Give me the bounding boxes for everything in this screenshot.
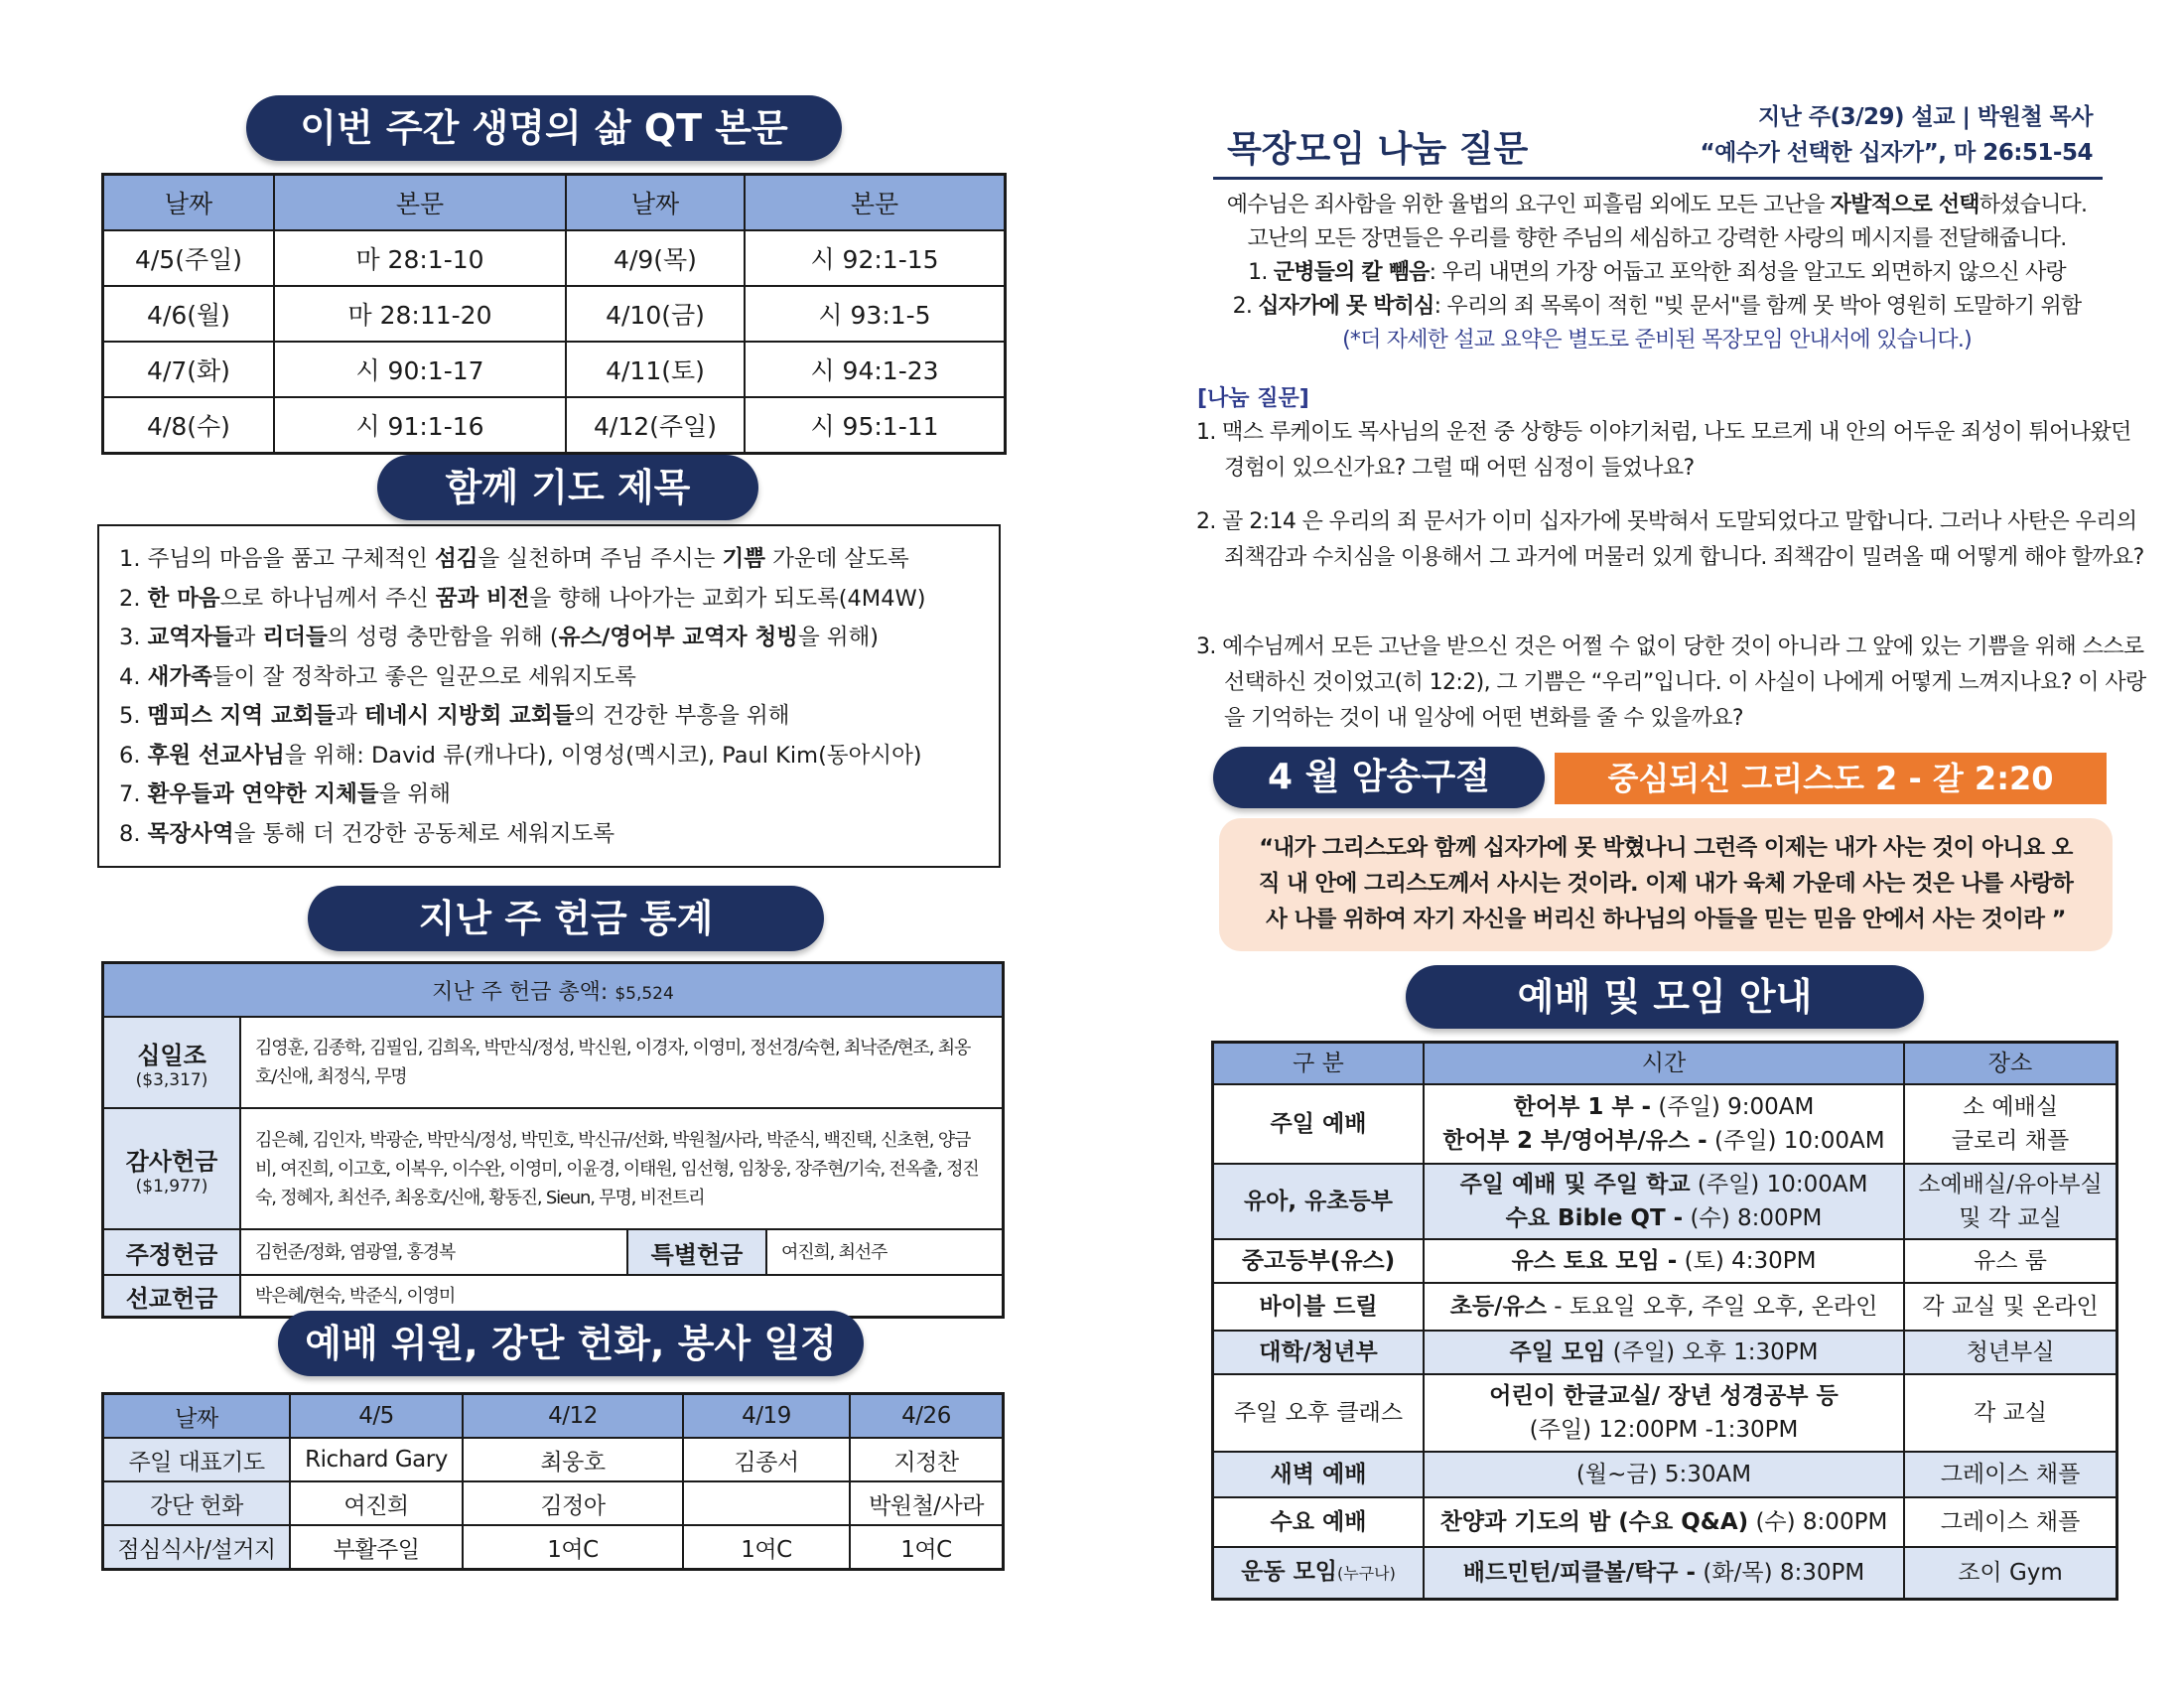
service-time: (월~금) 5:30AM bbox=[1424, 1452, 1904, 1497]
table-row bbox=[1213, 1497, 2117, 1547]
sermon-info: 지난 주(3/29) 설교 | 박원철 목사 “예수가 선택한 십자가”, 마 26:51-54 bbox=[1700, 104, 2093, 166]
qt-cell: 시 93:1-5 bbox=[745, 286, 1006, 342]
table-row bbox=[103, 1481, 1004, 1525]
mission-label: 선교헌금 bbox=[103, 1275, 241, 1318]
qt-cell: 시 90:1-17 bbox=[274, 342, 566, 397]
qt-cell: 마 28:1-10 bbox=[274, 230, 566, 286]
qt-cell: 4/10(금) bbox=[566, 286, 745, 342]
service-category: 주일 오후 클래스 bbox=[1213, 1374, 1425, 1452]
offering-table bbox=[101, 961, 1005, 1319]
qt-cell: 시 94:1-23 bbox=[745, 342, 1006, 397]
schedule-cell: 부활주일 bbox=[290, 1525, 463, 1570]
offering-title: 지난 주 헌금 통계 bbox=[308, 886, 824, 951]
service-place: 각 교실 및 온라인 bbox=[1904, 1283, 2117, 1331]
table-row bbox=[1213, 1164, 2117, 1239]
table-row bbox=[1213, 1239, 2117, 1283]
thanks-names: 김은혜, 김인자, 박광순, 박만식/정성, 박민호, 박신규/선화, 박원철/사라, 박준식, 백진택, 신초현, 양금비, 여진희, 이고호, 이복우, 이수완, 이영미, 이윤경, 이태원, 임선형, 임창웅, 장주현/기숙, 전옥출, 정진숙, 정혜자, 최선주, 최옹호/신애, 황동진, Sieun, 무명, 비전트리 bbox=[240, 1108, 1004, 1229]
qt-cell: 4/12(주일) bbox=[566, 397, 745, 454]
qt-header-date: 날짜 bbox=[103, 175, 275, 231]
service-category: 새벽 예배 bbox=[1213, 1452, 1425, 1497]
schedule-cell: 1여C bbox=[850, 1525, 1004, 1570]
question-1: 1. 맥스 루케이도 목사님의 운전 중 상향등 이야기처럼, 나도 모르게 내 안의 어두운 죄성이 튀어나왔던 경험이 있으신가요? 그럴 때 어떤 심정이 들었나요? bbox=[1196, 420, 2131, 481]
extra-names: 여진희, 최선주 bbox=[766, 1229, 1004, 1275]
list-item: 1. 주님의 마음을 품고 구체적인 섬김을 실천하며 주님 주시는 기쁨 가운데 살도록 bbox=[119, 546, 909, 572]
services-table bbox=[1211, 1041, 2118, 1601]
service-time: 유스 토요 모임 - (토) 4:30PM bbox=[1424, 1239, 1904, 1283]
list-item: 5. 멤피스 지역 교회들과 테네시 지방회 교회들의 건강한 부흥을 위해 bbox=[119, 703, 790, 729]
table-row bbox=[1213, 1283, 2117, 1331]
table-row bbox=[103, 397, 1006, 454]
schedule-header: 4/26 bbox=[850, 1394, 1004, 1439]
service-place: 소예배실/유아부실 및 각 교실 bbox=[1904, 1164, 2117, 1239]
schedule-cell: 여진희 bbox=[290, 1481, 463, 1525]
question-3: 3. 예수님께서 모든 고난을 받으신 것은 어쩔 수 없이 당한 것이 아니라 그 앞에 있는 기쁨을 위해 스스로 선택하신 것이었고(히 12:2), 그 기쁨은 “우리”입니다. 이 사실이 나에게 어떻게 느껴지나요? 이 사랑을 기억하는 것이 내 일상에 어떤 변화를 줄 수 있을까요? bbox=[1196, 634, 2146, 731]
schedule-cell: 김종서 bbox=[683, 1438, 850, 1481]
service-category: 대학/청년부 bbox=[1213, 1331, 1425, 1374]
mission-names: 박은혜/현숙, 박준식, 이영미 bbox=[240, 1275, 1004, 1318]
list-item: 7. 환우들과 연약한 지체들을 위해 bbox=[119, 781, 452, 807]
qt-cell: 4/8(수) bbox=[103, 397, 275, 454]
service-category: 유아, 유초등부 bbox=[1213, 1164, 1425, 1239]
qt-cell: 4/9(목) bbox=[566, 230, 745, 286]
list-item: 3. 교역자들과 리더들의 성령 충만함을 위해 (유스/영어부 교역자 청빙을 위해) bbox=[119, 625, 880, 650]
schedule-cell: 박원철/사라 bbox=[850, 1481, 1004, 1525]
list-item: 4. 새가족들이 잘 정착하고 좋은 일꾼으로 세워지도록 bbox=[119, 663, 636, 690]
table-row bbox=[103, 286, 1006, 342]
service-time: 주일 모임 (주일) 오후 1:30PM bbox=[1424, 1331, 1904, 1374]
qt-cell: 마 28:11-20 bbox=[274, 286, 566, 342]
table-row bbox=[1213, 1374, 2117, 1452]
schedule-cell: 지정찬 bbox=[850, 1438, 1004, 1481]
qt-cell: 시 91:1-16 bbox=[274, 397, 566, 454]
qt-cell: 시 92:1-15 bbox=[745, 230, 1006, 286]
service-category: 주일 예배 bbox=[1213, 1084, 1425, 1164]
memory-subtitle: 중심되신 그리스도 2 - 갈 2:20 bbox=[1555, 753, 2107, 804]
memory-verse: “내가 그리스도와 함께 십자가에 못 박혔나니 그런즉 이제는 내가 사는 것이 아니요 오직 내 안에 그리스도께서 사시는 것이라. 이제 내가 육체 가운데 사는 것은 나를 사랑하사 나를 위하여 자기 자신을 버리신 하나님의 아들을 믿는 믿음 안에서 사는 것이라 ” bbox=[1219, 818, 2113, 951]
question-header: [나눔 질문] bbox=[1197, 386, 1309, 411]
schedule-header: 4/5 bbox=[290, 1394, 463, 1439]
service-place: 유스 룸 bbox=[1904, 1239, 2117, 1283]
qt-header-date2: 날짜 bbox=[566, 175, 745, 231]
service-time: 주일 예배 및 주일 학교 (주일) 10:00AM 수요 Bible QT - (수) 8:00PM bbox=[1424, 1164, 1904, 1239]
table-row bbox=[103, 342, 1006, 397]
schedule-header: 날짜 bbox=[103, 1394, 291, 1439]
service-place: 조이 Gym bbox=[1904, 1547, 2117, 1600]
schedule-cell: 1여C bbox=[463, 1525, 683, 1570]
title-rule bbox=[1213, 177, 2103, 180]
schedule-cell: 최웅호 bbox=[463, 1438, 683, 1481]
schedule-title: 예배 위원, 강단 헌화, 봉사 일정 bbox=[278, 1311, 864, 1376]
tithe-names: 김영훈, 김종학, 김필임, 김희옥, 박만식/정성, 박신원, 이경자, 이영미, 정선경/숙현, 최낙준/현조, 최옹호/신애, 최정식, 무명 bbox=[240, 1017, 1004, 1108]
qt-title: 이번 주간 생명의 삶 QT 본문 bbox=[246, 95, 842, 161]
table-row bbox=[1213, 1547, 2117, 1600]
qt-cell: 4/7(화) bbox=[103, 342, 275, 397]
special-names: 김헌준/정화, 염광열, 홍경복 bbox=[240, 1229, 627, 1275]
tithe-label: 십일조 ($3,317) bbox=[103, 1017, 241, 1108]
table-row bbox=[1213, 1084, 2117, 1164]
special-label: 주정헌금 bbox=[103, 1229, 241, 1275]
schedule-header: 4/19 bbox=[683, 1394, 850, 1439]
thanks-label: 감사헌금 ($1,977) bbox=[103, 1108, 241, 1229]
qt-header-text2: 본문 bbox=[745, 175, 1006, 231]
service-place: 청년부실 bbox=[1904, 1331, 2117, 1374]
service-category: 운동 모임(누구나) bbox=[1213, 1547, 1425, 1600]
service-category: 중고등부(유스) bbox=[1213, 1239, 1425, 1283]
qt-table bbox=[101, 173, 1007, 455]
list-item: 8. 목장사역을 통해 더 건강한 공동체로 세워지도록 bbox=[119, 820, 615, 847]
table-row bbox=[103, 230, 1006, 286]
service-category: 수요 예배 bbox=[1213, 1497, 1425, 1547]
service-category: 바이블 드릴 bbox=[1213, 1283, 1425, 1331]
services-title: 예배 및 모임 안내 bbox=[1406, 965, 1924, 1029]
schedule-header: 4/12 bbox=[463, 1394, 683, 1439]
qt-cell: 4/6(월) bbox=[103, 286, 275, 342]
list-item: 2. 한 마음으로 하나님께서 주신 꿈과 비전을 향해 나아가는 교회가 되도록(4M4W) bbox=[119, 585, 926, 612]
offering-total: 지난 주 헌금 총액: $5,524 bbox=[103, 963, 1004, 1018]
schedule-table bbox=[101, 1392, 1005, 1571]
qt-header-text: 본문 bbox=[274, 175, 566, 231]
services-header: 구 분 bbox=[1213, 1043, 1425, 1085]
schedule-cell: Richard Gary bbox=[290, 1438, 463, 1481]
services-header: 시간 bbox=[1424, 1043, 1904, 1085]
qt-cell: 4/11(토) bbox=[566, 342, 745, 397]
schedule-cell bbox=[683, 1481, 850, 1525]
schedule-row-label: 점심식사/설거지 bbox=[103, 1525, 291, 1570]
service-time: 배드민턴/피클볼/탁구 - (화/목) 8:30PM bbox=[1424, 1547, 1904, 1600]
table-row bbox=[103, 1438, 1004, 1481]
service-place: 그레이스 채플 bbox=[1904, 1452, 2117, 1497]
service-place: 소 예배실 글로리 채플 bbox=[1904, 1084, 2117, 1164]
table-row bbox=[103, 1525, 1004, 1570]
list-item: 6. 후원 선교사님을 위해: David 류(캐나다), 이영성(멕시코), Paul Kim(동아시아) bbox=[119, 742, 922, 769]
table-row bbox=[1213, 1331, 2117, 1374]
service-time: 어린이 한글교실/ 장년 성경공부 등 (주일) 12:00PM -1:30PM bbox=[1424, 1374, 1904, 1452]
table-row bbox=[1213, 1452, 2117, 1497]
prayer-list bbox=[97, 524, 1001, 868]
memory-title: 4 월 암송구절 bbox=[1213, 747, 1545, 808]
schedule-row-label: 주일 대표기도 bbox=[103, 1438, 291, 1481]
qt-cell: 4/5(주일) bbox=[103, 230, 275, 286]
service-time: 찬양과 기도의 밤 (수요 Q&A) (수) 8:00PM bbox=[1424, 1497, 1904, 1547]
prayer-title: 함께 기도 제목 bbox=[377, 455, 758, 520]
service-time: 한어부 1 부 - (주일) 9:00AM 한어부 2 부/영어부/유스 - (주일) 10:00AM bbox=[1424, 1084, 1904, 1164]
service-place: 각 교실 bbox=[1904, 1374, 2117, 1452]
question-2: 2. 골 2:14 은 우리의 죄 문서가 이미 십자가에 못박혀서 도말되었다고 말합니다. 그러나 사탄은 우리의 죄책감과 수치심을 이용해서 그 과거에 머물러 있게 합니다. 죄책감이 밀려올 때 어떻게 해야 할까요? bbox=[1196, 509, 2144, 570]
qt-cell: 시 95:1-11 bbox=[745, 397, 1006, 454]
service-place: 그레이스 채플 bbox=[1904, 1497, 2117, 1547]
extra-label: 특별헌금 bbox=[627, 1229, 766, 1275]
services-header: 장소 bbox=[1904, 1043, 2117, 1085]
sermon-summary: 예수님은 죄사함을 위한 율법의 요구인 피흘림 외에도 모든 고난을 자발적으로 선택하셨습니다. 고난의 모든 장면들은 우리를 향한 주님의 세심하고 강력한 사랑의 메시지를 전달해줍니다. 1. 군병들의 칼 뺌음: 우리 내면의 가장 어둡고 포악한 죄성을 알고도 외면하지 않으신 사랑 2. 십자가에 못 박히심: 우리의 죄 목록이 적힌 "빚 문서"를 함께 못 박아 영원히 도말하기 위함 (*더 자세한 설교 요약은 별도로 준비된 목장모임 안내서에 있습니다.) bbox=[1226, 193, 2088, 352]
sharing-title: 목장모임 나눔 질문 bbox=[1227, 129, 1529, 170]
schedule-row-label: 강단 헌화 bbox=[103, 1481, 291, 1525]
service-time: 초등/유스 - 토요일 오후, 주일 오후, 온라인 bbox=[1424, 1283, 1904, 1331]
schedule-cell: 1여C bbox=[683, 1525, 850, 1570]
schedule-cell: 김정아 bbox=[463, 1481, 683, 1525]
